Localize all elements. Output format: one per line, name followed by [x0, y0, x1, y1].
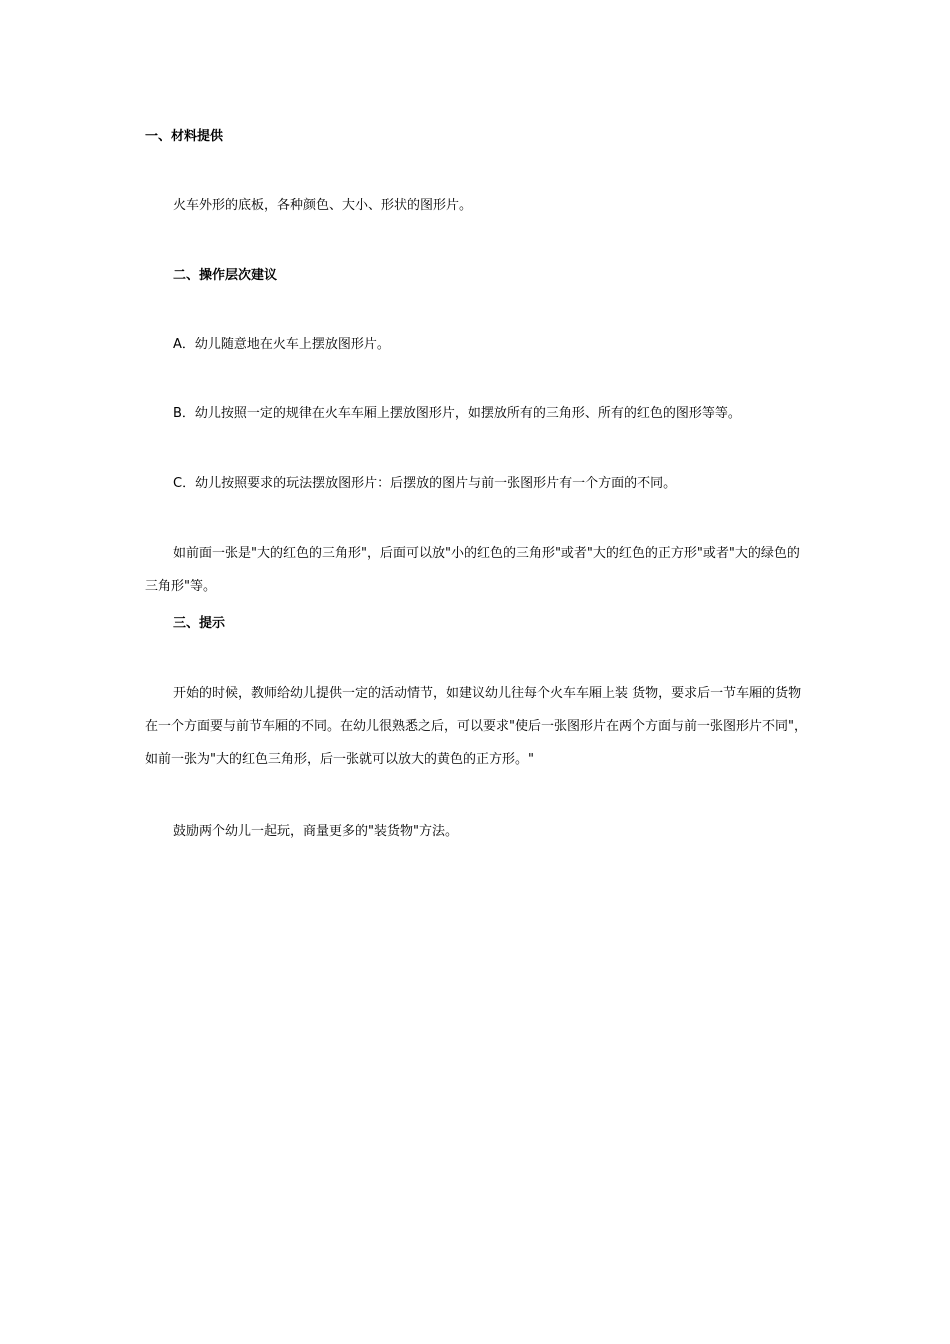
encouragement-text: 鼓励两个幼儿一起玩，商量更多的"装货物"方法。 [173, 824, 458, 839]
operation-level-c: C．幼儿按照要求的玩法摆放图形片：后摆放的图片与前一张图形片有一个方面的不同。 [173, 476, 677, 491]
operation-level-a: A．幼儿随意地在火车上摆放图形片。 [173, 337, 390, 352]
tips-paragraph: 开始的时候，教师给幼儿提供一定的活动情节，如建议幼儿往每个火车车厢上装 货物，要求后一节车厢的货物在一个方面要与前节车厢的不同。在幼儿很熟悉之后，可以要求"使后一张图形片在两个方面与前一张图形片不同"，如前一张为"大的红色三角形，后一张就可以放大的黄色的正方形。" [145, 686, 807, 767]
section-heading-operation-levels: 二、操作层次建议 [173, 268, 278, 283]
section-heading-materials: 一、材料提供 [145, 129, 224, 144]
materials-text: 火车外形的底板，各种颜色、大小、形状的图形片。 [173, 198, 473, 213]
example-paragraph: 如前面一张是"大的红色的三角形"，后面可以放"小的红色的三角形"或者"大的红色的正方形"或者"大的绿色的三角形"等。 [145, 546, 800, 594]
operation-level-b: B．幼儿按照一定的规律在火车车厢上摆放图形片，如摆放所有的三角形、所有的红色的图形等等。 [173, 406, 741, 421]
section-heading-tips: 三、提示 [173, 616, 226, 631]
